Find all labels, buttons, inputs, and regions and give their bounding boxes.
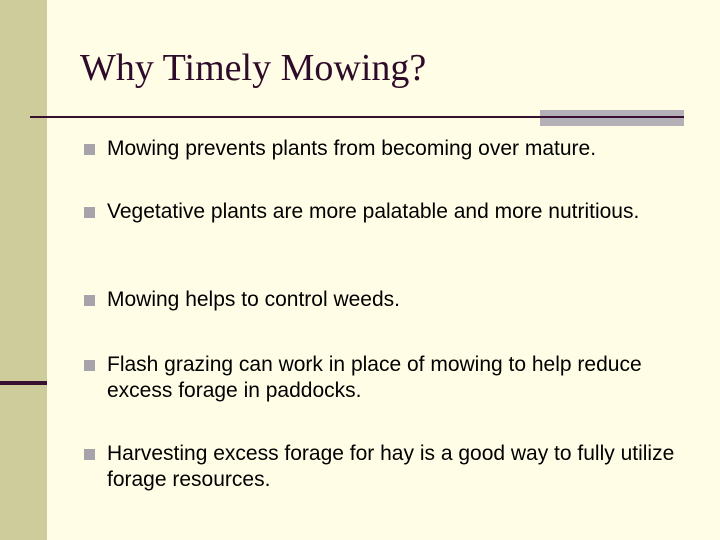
left-band-divider — [0, 381, 47, 385]
title-rule-accent-bar — [540, 110, 684, 126]
bullet-text: Harvesting excess forage for hay is a good way to fully utilize forage resources. — [107, 442, 675, 491]
square-bullet-icon — [84, 360, 95, 371]
square-bullet-icon — [84, 449, 95, 460]
square-bullet-icon — [84, 295, 95, 306]
left-decorative-band — [0, 0, 47, 540]
bullet-text: Flash grazing can work in place of mowing to help reduce excess forage in paddocks. — [107, 353, 642, 402]
square-bullet-icon — [84, 207, 95, 218]
square-bullet-icon — [84, 144, 95, 155]
bullet-text: Mowing helps to control weeds. — [107, 288, 400, 311]
slide-title: Why Timely Mowing? — [80, 47, 427, 89]
bullet-text: Vegetative plants are more palatable and more nutritious. — [107, 200, 640, 223]
bullet-text: Mowing prevents plants from becoming over mature. — [107, 137, 597, 160]
